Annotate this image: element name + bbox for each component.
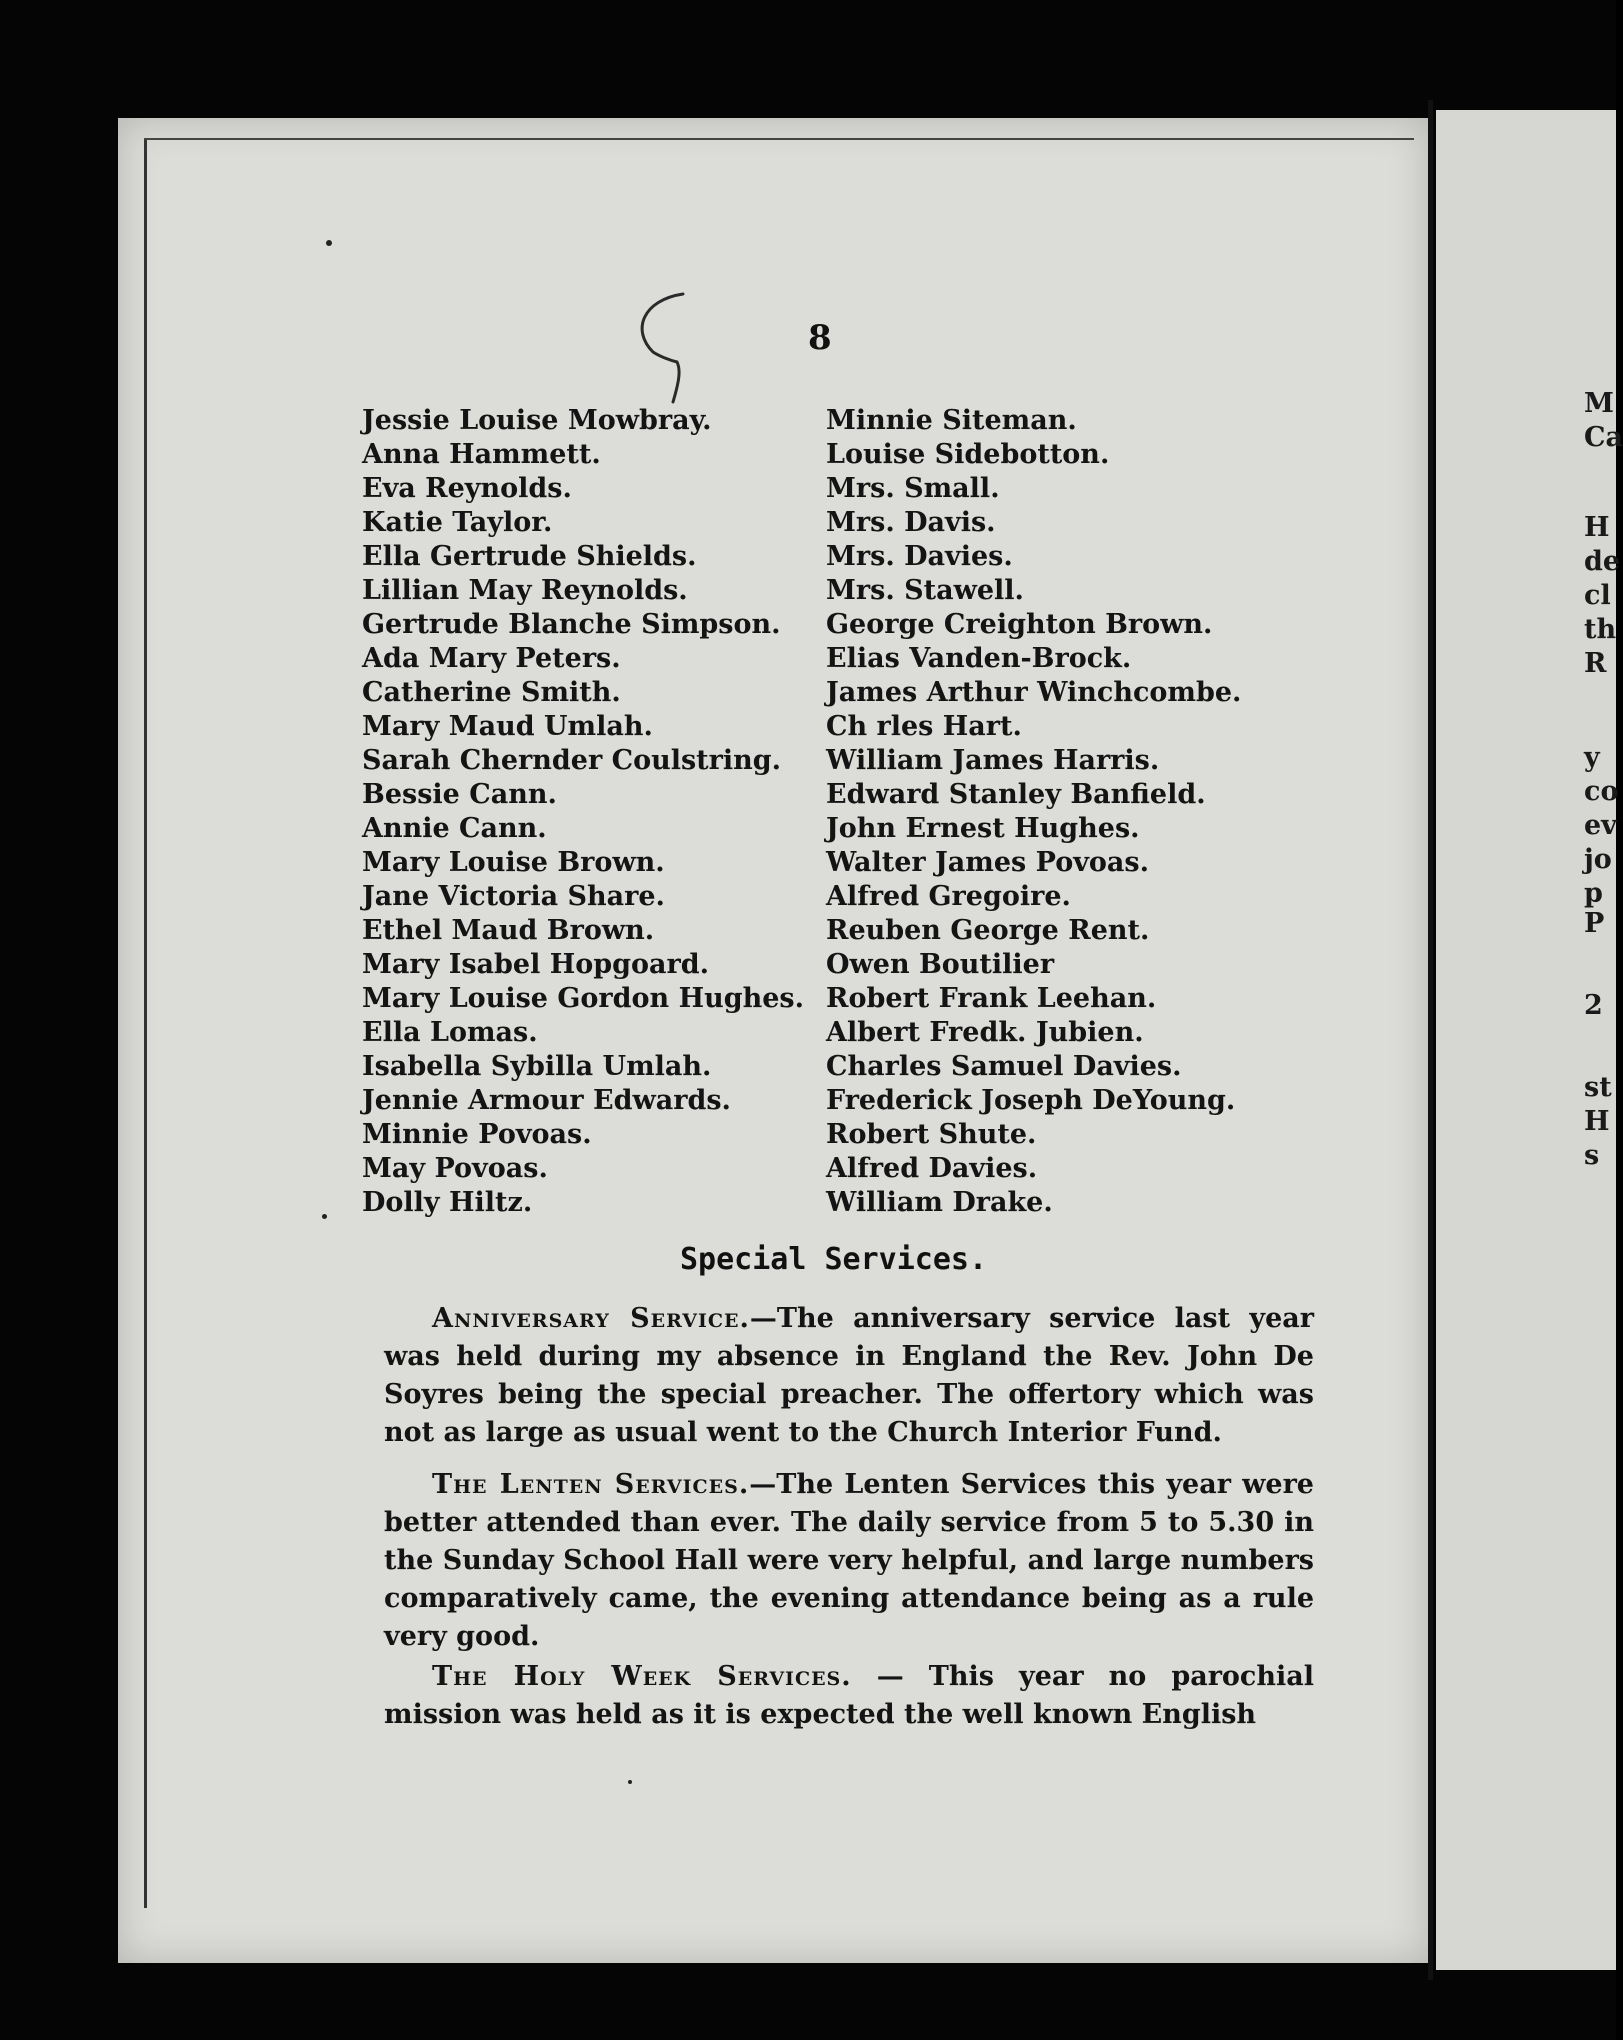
name-entry: Anna Hammett. (362, 439, 601, 470)
paragraph-lead: The Holy Week Services. (432, 1661, 852, 1692)
pencil-mark-icon (625, 290, 695, 410)
name-entry: Charles Samuel Davies. (826, 1051, 1182, 1082)
name-entry: Ethel Maud Brown. (362, 915, 655, 946)
next-page-fragment: H (1584, 512, 1610, 543)
name-entry: Louise Sidebotton. (826, 439, 1110, 470)
name-entry: Walter James Povoas. (826, 847, 1149, 878)
page-border-top (144, 138, 1414, 140)
name-entry: Eva Reynolds. (362, 473, 572, 504)
name-entry: Jennie Armour Edwards. (362, 1085, 731, 1116)
name-entry: Annie Cann. (362, 813, 547, 844)
name-entry: Dolly Hiltz. (362, 1187, 533, 1218)
name-entry: Mrs. Small. (826, 473, 1000, 504)
name-entry: Lillian May Reynolds. (362, 575, 688, 606)
binding-gutter (1428, 100, 1433, 1980)
section-heading: Special Services. (680, 1242, 988, 1277)
name-entry: Robert Shute. (826, 1119, 1037, 1150)
name-entry: Ella Gertrude Shields. (362, 541, 697, 572)
next-page-fragment: th (1584, 614, 1617, 645)
name-entry: Ada Mary Peters. (362, 643, 621, 674)
name-entry: Gertrude Blanche Simpson. (362, 609, 781, 640)
name-entry: Reuben George Rent. (826, 915, 1150, 946)
name-entry: Mary Louise Brown. (362, 847, 665, 878)
next-page-fragment: de (1584, 546, 1621, 577)
name-entry: Elias Vanden-Brock. (826, 643, 1132, 674)
name-entry: Jane Victoria Share. (362, 881, 665, 912)
name-entry: Bessie Cann. (362, 779, 557, 810)
name-entry: Katie Taylor. (362, 507, 553, 538)
next-page-fragment: H (1584, 1106, 1610, 1137)
name-entry: Mrs. Davies. (826, 541, 1013, 572)
names-column-left (362, 404, 804, 1220)
name-entry: Ella Lomas. (362, 1017, 538, 1048)
name-entry: Edward Stanley Banfield. (826, 779, 1206, 810)
name-entry: Alfred Gregoire. (826, 881, 1071, 912)
paragraph-lenten-services (384, 1466, 1314, 1656)
name-entry: Mary Louise Gordon Hughes. (362, 983, 804, 1014)
name-entry: William James Harris. (826, 745, 1160, 776)
next-page-fragment: y (1584, 742, 1600, 773)
ink-speck (326, 240, 332, 246)
next-page-fragment: 2 (1584, 990, 1603, 1021)
next-page-fragment: R (1584, 648, 1607, 679)
next-page-fragment: p (1584, 878, 1603, 909)
next-page-fragment: ev (1584, 810, 1617, 841)
next-page-fragment: s (1584, 1140, 1600, 1171)
page-number: 8 (808, 318, 832, 358)
next-page-fragment: P (1584, 908, 1605, 939)
next-page-fragment: co (1584, 776, 1619, 807)
next-page-fragment: cl (1584, 580, 1611, 611)
name-entry: Albert Fredk. Jubien. (826, 1017, 1144, 1048)
next-page-fragment: M (1584, 388, 1614, 419)
next-page-fragment: jo (1584, 844, 1612, 875)
paragraph-anniversary-service (384, 1300, 1314, 1452)
name-entry: John Ernest Hughes. (826, 813, 1140, 844)
name-entry: Robert Frank Leehan. (826, 983, 1157, 1014)
name-entry: Ch rles Hart. (826, 711, 1022, 742)
name-entry: Catherine Smith. (362, 677, 621, 708)
next-page-fragment: st (1584, 1072, 1612, 1103)
next-page-edge (1436, 110, 1623, 1970)
next-page-fragment: Ca (1584, 422, 1623, 453)
name-entry: Mrs. Davis. (826, 507, 996, 538)
name-entry: Mrs. Stawell. (826, 575, 1024, 606)
name-entry: Jessie Louise Mowbray. (362, 405, 712, 436)
name-entry: Mary Isabel Hopgoard. (362, 949, 710, 980)
name-entry: Sarah Chernder Coulstring. (362, 745, 782, 776)
name-entry: Minnie Siteman. (826, 405, 1077, 436)
name-entry: Frederick Joseph DeYoung. (826, 1085, 1236, 1116)
names-column-right (826, 404, 1241, 1220)
name-entry: Mary Maud Umlah. (362, 711, 653, 742)
name-entry: James Arthur Winchcombe. (826, 677, 1242, 708)
name-entry: George Creighton Brown. (826, 609, 1213, 640)
ink-speck (628, 1780, 632, 1784)
name-entry: William Drake. (826, 1187, 1053, 1218)
name-entry: Alfred Davies. (826, 1153, 1038, 1184)
paragraph-lead: The Lenten Services. (432, 1469, 750, 1500)
paragraph-lead: Anniversary Service. (432, 1303, 750, 1334)
paragraph-text: —The anniversary service last year was held during my absence in England the Rev. John De Soyres being the special preacher. The offertory which was not as large as usual went to the Church Interior Fund. (384, 1303, 1314, 1448)
page-border-left (144, 138, 147, 1908)
name-entry: Owen Boutilier (826, 949, 1055, 980)
ink-speck (322, 1214, 327, 1219)
paragraph-text: — This year no parochial mission was held as it is expected the well known English (384, 1661, 1315, 1730)
name-entry: May Povoas. (362, 1153, 548, 1184)
paragraph-holy-week-services (384, 1658, 1314, 1734)
name-entry: Minnie Povoas. (362, 1119, 592, 1150)
paragraph-text: —The Lenten Services this year were better attended than ever. The daily service from 5 to 5.30 in the Sunday School Hall were very helpful, and large numbers comparatively came, the evening attendance being as a rule very good. (384, 1469, 1314, 1652)
name-entry: Isabella Sybilla Umlah. (362, 1051, 712, 1082)
